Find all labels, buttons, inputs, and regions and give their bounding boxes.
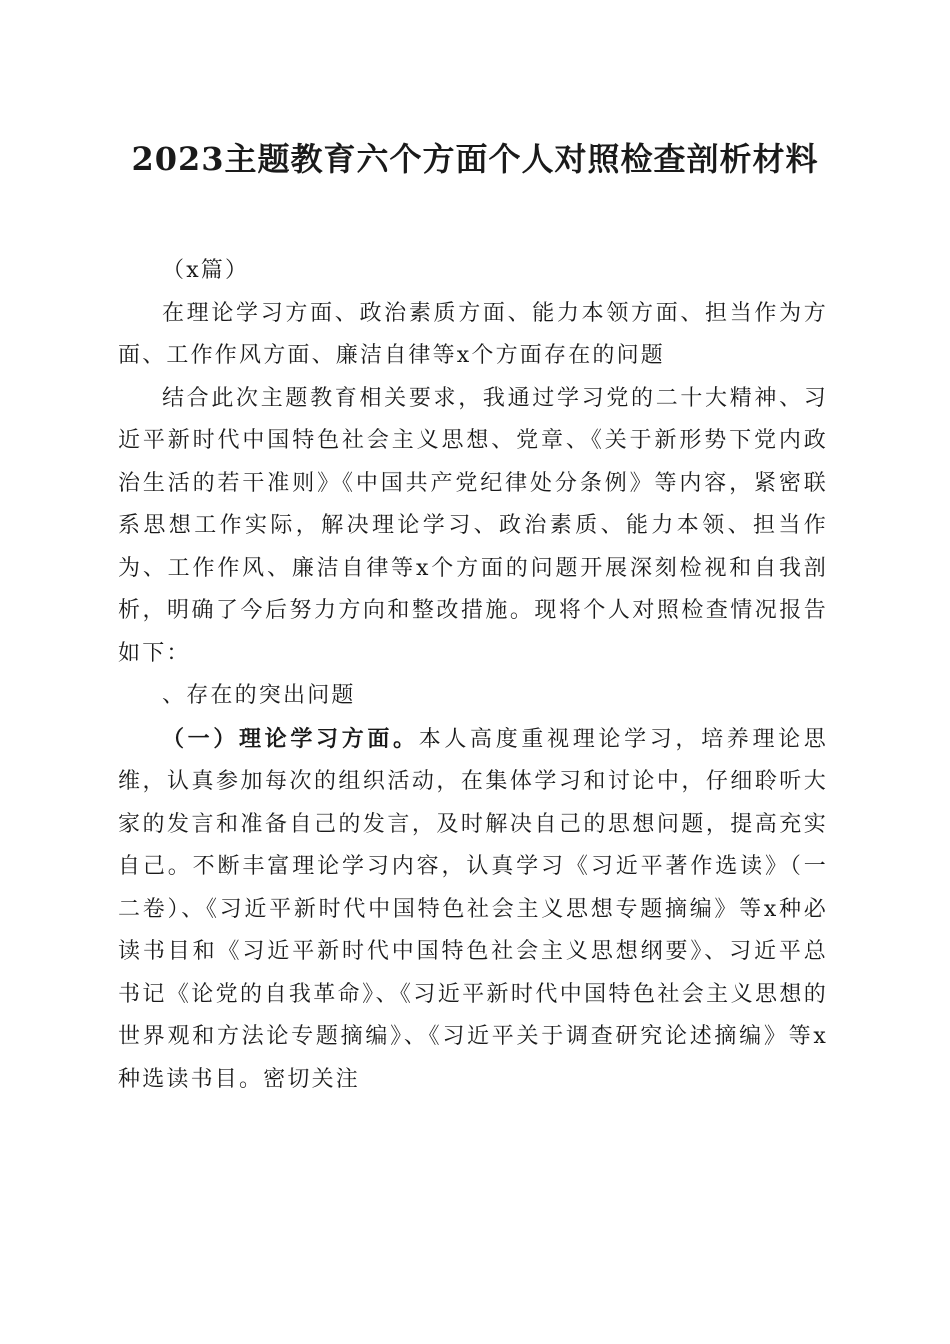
theory-study-text: 本人高度重视理论学习，培养理论思维，认真参加每次的组织活动，在集体学习和讨论中，仔细聆听大家的发言和准备自己的发言，及时解决自己的思想问题，提高充实自己。不断丰富理论学习内容，认真学习《习近平著作选读》（一二卷）、《习近平新时代中国特色社会主义思想专题摘编》等x种必读书目和《习近平新时代中国特色社会主义思想纲要》、习近平总书记《论党的自我革命》、《习近平新时代中国特色社会主义思想的世界观和方法论专题摘编》、《习近平关于调查研究论述摘编》等x种选读书目。密切关注 (118, 726, 828, 1092)
document-body (118, 250, 828, 1101)
paragraph-1: 在理论学习方面、政治素质方面、能力本领方面、担当作为方面、工作作风方面、廉洁自律等x个方面存在的问题 (118, 300, 828, 368)
section-heading: 、存在的突出问题 (162, 683, 356, 708)
subtitle: （x篇） (162, 258, 250, 283)
paragraph-2: 结合此次主题教育相关要求，我通过学习党的二十大精神、习近平新时代中国特色社会主义思想、党章、《关于新形势下党内政治生活的若干准则》《中国共产党纪律处分条例》等内容，紧密联系思想工作实际，解决理论学习、政治素质、能力本领、担当作为、工作作风、廉洁自律等x个方面的问题开展深刻检视和自我剖析，明确了今后努力方向和整改措施。现将个人对照检查情况报告如下： (118, 385, 828, 666)
document-title: 2023主题教育六个方面个人对照检查剖析材料 (131, 140, 819, 178)
paragraph-theory-study (118, 718, 828, 1102)
theory-study-lead: （一）理论学习方面。 (162, 725, 419, 752)
